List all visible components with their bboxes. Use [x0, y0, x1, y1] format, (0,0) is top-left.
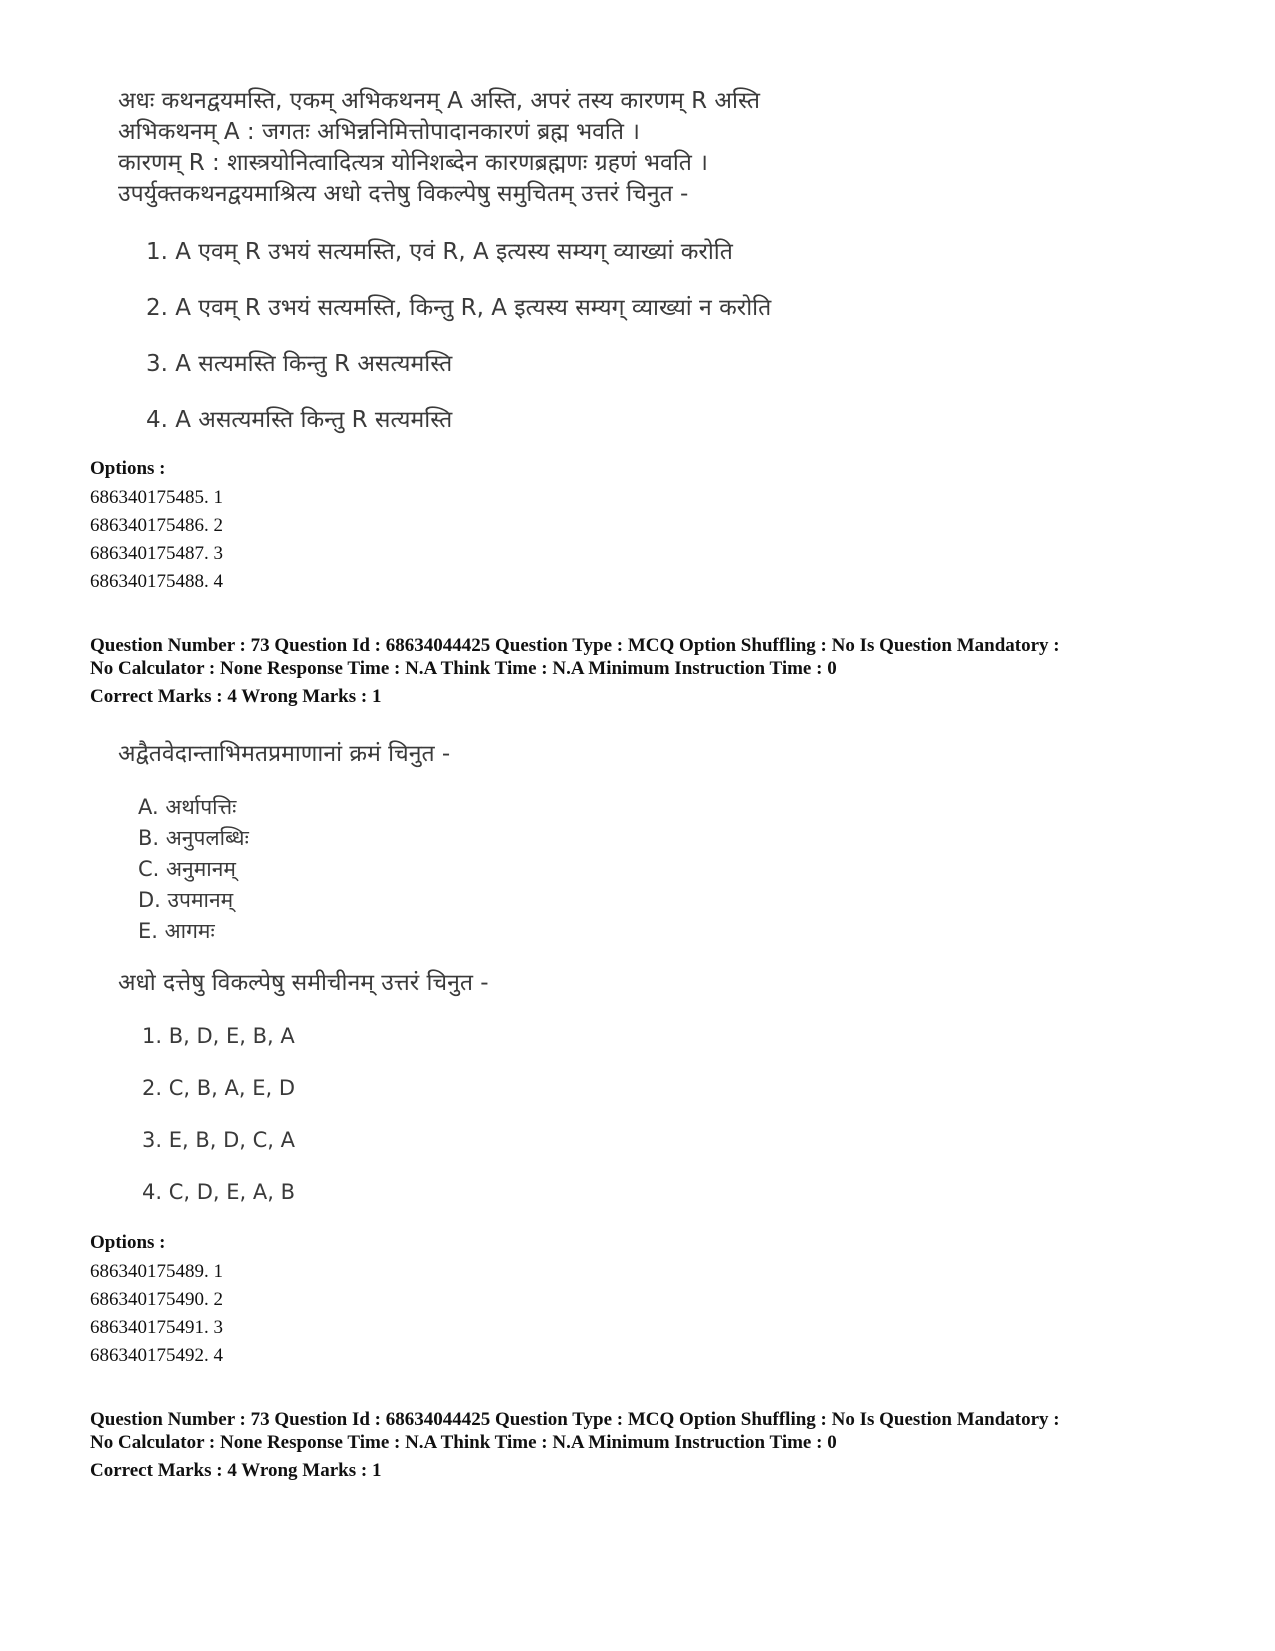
list-item: C. अनुमानम् — [138, 857, 236, 881]
question-meta-line: Question Number : 73 Question Id : 68634044425 Question Type : MCQ Option Shuffling : No Is Question Mandatory : — [90, 1409, 1060, 1430]
list-item: E. आगमः — [138, 919, 215, 943]
list-item: B. अनुपलब्धिः — [138, 826, 249, 850]
option-line: 686340175486. 2 — [90, 515, 223, 536]
choice-item: 3. E, B, D, C, A — [142, 1128, 295, 1152]
option-line: 686340175488. 4 — [90, 571, 223, 592]
options-label: Options : — [90, 458, 166, 479]
option-line: 686340175492. 4 — [90, 1345, 223, 1366]
option-line: 686340175491. 3 — [90, 1317, 223, 1338]
statement-line: उपर्युक्तकथनद्वयमाश्रित्य अधो दत्तेषु विकल्पेषु समुचितम् उत्तरं चिनुत - — [118, 181, 689, 207]
choice-item: 1. B, D, E, B, A — [142, 1024, 295, 1048]
choice-item: 4. C, D, E, A, B — [142, 1180, 295, 1204]
choice-item: 2. A एवम् R उभयं सत्यमस्ति, किन्तु R, A इत्यस्य सम्यग् व्याख्यां न करोति — [146, 295, 772, 321]
statement-line: कारणम् R : शास्त्रयोनित्वादित्यत्र योनिशब्देन कारणब्रह्मणः ग्रहणं भवति । — [118, 150, 708, 176]
option-line: 686340175490. 2 — [90, 1289, 223, 1310]
option-line: 686340175487. 3 — [90, 543, 223, 564]
choice-item: 1. A एवम् R उभयं सत्यमस्ति, एवं R, A इत्यस्य सम्यग् व्याख्यां करोति — [146, 239, 733, 265]
options-label: Options : — [90, 1232, 166, 1253]
list-item: D. उपमानम् — [138, 888, 234, 912]
marks-line: Correct Marks : 4 Wrong Marks : 1 — [90, 1460, 382, 1481]
marks-line: Correct Marks : 4 Wrong Marks : 1 — [90, 686, 382, 707]
statement-line: अद्वैतवेदान्ताभिमतप्रमाणानां क्रमं चिनुत - — [118, 741, 451, 767]
choice-item: 3. A सत्यमस्ति किन्तु R असत्यमस्ति — [146, 351, 453, 377]
option-line: 686340175489. 1 — [90, 1261, 223, 1282]
instruction-line: अधो दत्तेषु विकल्पेषु समीचीनम् उत्तरं चिनुत - — [118, 970, 489, 996]
option-line: 686340175485. 1 — [90, 487, 223, 508]
list-item: A. अर्थापत्तिः — [138, 795, 237, 819]
question-meta-line: No Calculator : None Response Time : N.A Think Time : N.A Minimum Instruction Time : 0 — [90, 1432, 837, 1453]
statement-line: अधः कथनद्वयमस्ति, एकम् अभिकथनम् A अस्ति, अपरं तस्य कारणम् R अस्ति — [118, 88, 761, 114]
statement-line: अभिकथनम् A : जगतः अभिन्ननिमित्तोपादानकारणं ब्रह्म भवति । — [118, 119, 641, 145]
choice-item: 2. C, B, A, E, D — [142, 1076, 295, 1100]
question-meta-line: No Calculator : None Response Time : N.A Think Time : N.A Minimum Instruction Time : 0 — [90, 658, 837, 679]
question-meta-line: Question Number : 73 Question Id : 68634044425 Question Type : MCQ Option Shuffling : No Is Question Mandatory : — [90, 635, 1060, 656]
choice-item: 4. A असत्यमस्ति किन्तु R सत्यमस्ति — [146, 407, 453, 433]
